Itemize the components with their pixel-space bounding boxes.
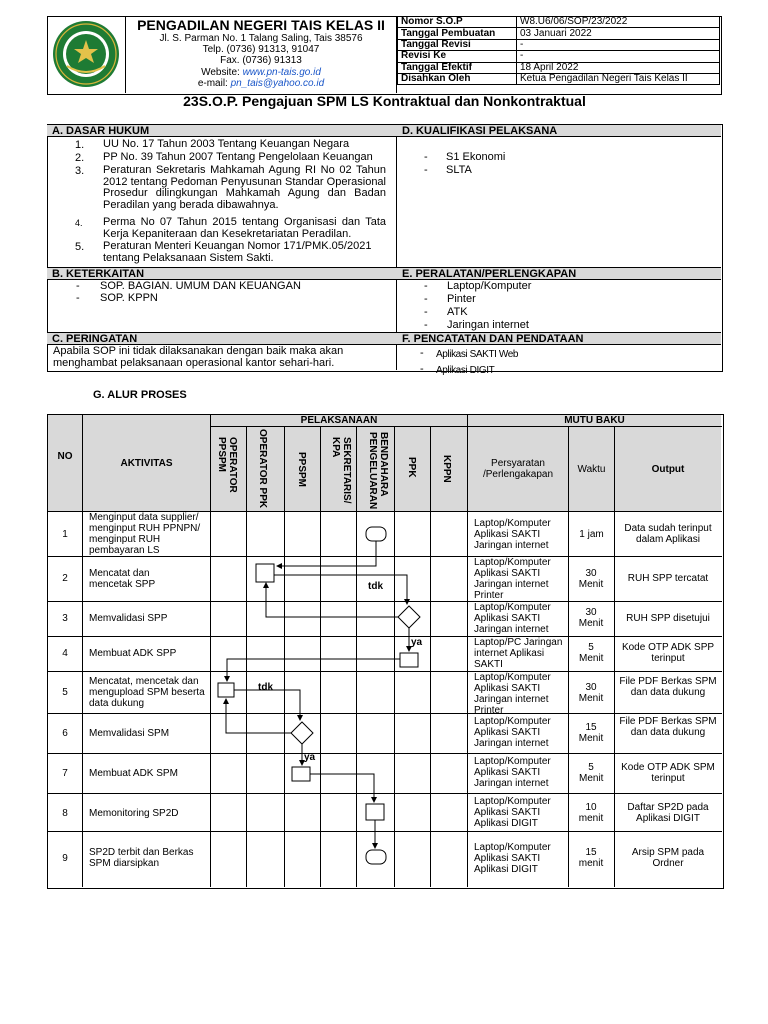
- row-activity: Mencatat, mencetak dan mengupload SPM beserta data dukung: [89, 676, 205, 709]
- actor-operator-ppk: OPERATOR PPK: [257, 429, 268, 509]
- label-yes: ya: [411, 637, 423, 648]
- process-step-4: [400, 653, 418, 667]
- website-label: Website:: [201, 66, 243, 78]
- header-no: NO: [57, 451, 73, 462]
- row-output: Arsip SPM pada Ordner: [631, 847, 705, 869]
- row-activity: Memvalidasi SPP: [89, 613, 168, 624]
- peralatan-item: Laptop/Komputer: [447, 280, 532, 292]
- header-requirements: Persyaratan /Perlengakapan: [482, 458, 554, 480]
- row-time: 30 Menit: [578, 568, 604, 590]
- actor-ppspm: PPSPM: [296, 452, 307, 488]
- process-title: G. ALUR PROSES: [93, 389, 187, 401]
- dash: -: [420, 363, 424, 375]
- meta-value: Ketua Pengadilan Negeri Tais Kelas II: [517, 73, 720, 84]
- row-requirements: Laptop/Komputer Aplikasi SAKTI Jaringan internet: [474, 716, 551, 749]
- kualifikasi-item: S1 Ekonomi: [446, 151, 506, 163]
- meta-value: 18 April 2022: [517, 62, 720, 73]
- meta-key: Tanggal Revisi: [398, 39, 517, 50]
- section-d-title: D. KUALIFIKASI PELAKSANA: [397, 124, 721, 137]
- email-link[interactable]: pn_tais@yahoo.co.id: [230, 77, 325, 89]
- decision-step-6: [291, 722, 313, 744]
- dash: -: [76, 280, 80, 292]
- row-requirements: Laptop/Komputer Aplikasi SAKTI Jaringan internet: [474, 602, 551, 635]
- peralatan-item: ATK: [447, 306, 468, 318]
- process-step-7: [292, 767, 310, 781]
- row-activity: Membuat ADK SPM: [89, 768, 178, 779]
- meta-value: -: [517, 51, 720, 62]
- row-requirements: Laptop/Komputer Aplikasi SAKTI Jaringan internet Printer: [474, 557, 551, 601]
- flow-line: [310, 774, 374, 802]
- label-no: tdk: [368, 581, 383, 592]
- kualifikasi-item: SLTA: [446, 164, 472, 176]
- actor-ppk: PPK: [406, 457, 417, 478]
- end-terminator: [366, 850, 386, 864]
- row-activity: Menginput data supplier/ menginput RUH PPNPN/ menginput RUH pembayaran LS: [89, 512, 201, 556]
- actor-sekretaris-kpa: SEKRETARIS/ KPA: [330, 437, 352, 504]
- row-time: 30 Menit: [578, 682, 604, 704]
- meta-key: Nomor S.O.P: [398, 17, 517, 28]
- row-activity: Membuat ADK SPP: [89, 648, 177, 659]
- dash: -: [424, 280, 428, 292]
- row-output: RUH SPP tercatat: [627, 573, 709, 584]
- actor-kppn: KPPN: [441, 455, 452, 483]
- court-phone: Telp. (0736) 91313, 91047: [202, 44, 320, 56]
- header-output: Output: [651, 464, 685, 475]
- row-activity: Memvalidasi SPM: [89, 728, 170, 739]
- court-fax: Fax. (0736) 91313: [220, 55, 302, 67]
- meta-key: Tanggal Pembuatan: [398, 28, 517, 39]
- row-activity: SP2D terbit dan Berkas SPM diarsipkan: [89, 847, 194, 869]
- row-number: 2: [62, 573, 68, 584]
- website-link[interactable]: www.pn-tais.go.id: [242, 66, 321, 78]
- row-number: 4: [62, 648, 68, 659]
- section-c-title: C. PERINGATAN: [47, 332, 397, 345]
- label-yes: ya: [304, 752, 316, 763]
- sop-title: 23S.O.P. Pengajuan SPM LS Kontraktual dan Nonkontraktual: [183, 93, 586, 109]
- row-output: RUH SPP disetujui: [626, 613, 710, 624]
- dasar-hukum-item: Peraturan Sekretaris Mahkamah Agung RI No 02 Tahun 2012 tentang Pedoman Penyusunan Standar Operasional Prosedur dilingkungan Mahkamah Agung dan Badan Peradilan yang berada dibawahnya.: [103, 164, 386, 211]
- dash: -: [424, 319, 428, 331]
- row-output: File PDF Berkas SPM dan data dukung: [619, 676, 717, 698]
- header-mutu-baku: MUTU BAKU: [564, 415, 625, 426]
- pencatatan-item: Aplikasi DIGIT: [436, 365, 495, 376]
- row-time: 15 menit: [578, 847, 604, 869]
- peringatan-text: Apabila SOP ini tidak dilaksanakan dengan baik maka akan menghambat pelaksanaan operasional kantor sehari-hari.: [53, 345, 344, 369]
- row-requirements: Laptop/PC Jaringan internet Aplikasi SAKTI: [474, 637, 563, 670]
- meta-key: Revisi Ke: [398, 51, 517, 62]
- section-b-title: B. KETERKAITAN: [47, 267, 397, 280]
- header-time: Waktu: [577, 464, 606, 475]
- section-a-title: A. DASAR HUKUM: [47, 124, 397, 137]
- court-name: PENGADILAN NEGERI TAIS KELAS II: [137, 17, 385, 33]
- row-requirements: Laptop/Komputer Aplikasi SAKTI Jaringan internet: [474, 756, 551, 789]
- list-number: 4.: [75, 218, 83, 228]
- flow-line: [277, 541, 376, 566]
- row-activity: Memonitoring SP2D: [89, 808, 179, 819]
- row-output: Kode OTP ADK SPM terinput: [621, 762, 715, 784]
- peralatan-item: Pinter: [447, 293, 476, 305]
- list-number: 2.: [75, 152, 85, 164]
- meta-value: 03 Januari 2022: [517, 28, 720, 39]
- row-time: 30 Menit: [578, 607, 604, 629]
- row-output: Data sudah terinput dalam Aplikasi: [624, 523, 712, 545]
- row-number: 9: [62, 853, 68, 864]
- peralatan-item: Jaringan internet: [447, 319, 529, 331]
- process-step-8: [366, 804, 384, 820]
- row-requirements: Laptop/Komputer Aplikasi SAKTI Aplikasi DIGIT: [474, 842, 551, 875]
- process-step-2: [256, 564, 274, 582]
- header-activity: AKTIVITAS: [120, 458, 173, 469]
- row-number: 6: [62, 728, 68, 739]
- row-output: File PDF Berkas SPM dan data dukung: [619, 716, 717, 738]
- dasar-hukum-item: PP No. 39 Tahun 2007 Tentang Pengelolaan Keuangan: [103, 151, 373, 163]
- list-number: 1.: [75, 139, 85, 151]
- meta-value: -: [517, 39, 720, 50]
- dash: -: [76, 292, 80, 304]
- meta-key: Tanggal Efektif: [398, 62, 517, 73]
- dash: -: [420, 347, 424, 359]
- keterkaitan-item: SOP. BAGIAN. UMUM DAN KEUANGAN: [100, 280, 301, 292]
- dash: -: [424, 151, 428, 163]
- process-step-5: [218, 683, 234, 697]
- row-output: Kode OTP ADK SPP terinput: [621, 642, 715, 664]
- list-number: 3.: [75, 165, 85, 177]
- row-time: 5 Menit: [579, 762, 604, 784]
- keterkaitan-item: SOP. KPPN: [100, 292, 158, 304]
- flow-line-no: [226, 699, 291, 733]
- email-label: e-mail:: [197, 77, 231, 89]
- section-f-title: F. PENCATATAN DAN PENDATAAN: [397, 332, 721, 345]
- start-terminator: [366, 527, 386, 541]
- dash: -: [424, 306, 428, 318]
- flow-line: [274, 575, 407, 604]
- row-number: 7: [62, 768, 68, 779]
- dash: -: [424, 164, 428, 176]
- row-number: 8: [62, 808, 68, 819]
- dash: -: [424, 293, 428, 305]
- header-pelaksanaan: PELAKSANAAN: [300, 415, 378, 426]
- row-activity: Mencatat dan mencetak SPP: [89, 568, 156, 590]
- row-number: 5: [62, 687, 68, 698]
- meta-key: Disahkan Oleh: [398, 73, 517, 84]
- list-number: 5.: [75, 241, 85, 253]
- section-e-title: E. PERALATAN/PERLENGKAPAN: [397, 267, 721, 280]
- actor-bendahara: BENDAHARA PENGELUARAN: [367, 432, 389, 510]
- dasar-hukum-item: UU No. 17 Tahun 2003 Tentang Keuangan Negara: [103, 138, 350, 150]
- row-number: 1: [62, 529, 68, 540]
- row-time: 1 jam: [579, 529, 604, 540]
- row-time: 15 Menit: [578, 722, 604, 744]
- actor-operator-ppspm: OPERATOR PPSPM: [216, 437, 238, 493]
- row-time: 10 menit: [578, 802, 604, 824]
- row-requirements: Laptop/Komputer Aplikasi SAKTI Aplikasi DIGIT: [474, 796, 551, 829]
- pencatatan-item: Aplikasi SAKTI Web: [436, 349, 519, 360]
- dasar-hukum-item: Perma No 07 Tahun 2015 tentang Organisasi dan Tata Kerja Kepaniteraan dan Kesekretariatan Peradilan.: [103, 216, 386, 240]
- flow-line: [234, 690, 300, 720]
- row-requirements: Laptop/Komputer Aplikasi SAKTI Jaringan internet: [474, 518, 551, 551]
- row-number: 3: [62, 613, 68, 624]
- court-address: Jl. S. Parman No. 1 Talang Saling, Tais 38576: [159, 33, 363, 44]
- row-time: 5 Menit: [579, 642, 604, 664]
- label-no: tdk: [258, 682, 273, 693]
- dasar-hukum-item: Peraturan Menteri Keuangan Nomor 171/PMK.05/2021 tentang Pelaksanaan Sistem Sakti.: [103, 240, 372, 264]
- meta-value: W8.U6/06/SOP/23/2022: [517, 17, 720, 28]
- flow-line: [227, 659, 400, 681]
- row-requirements: Laptop/Komputer Aplikasi SAKTI Jaringan internet Printer: [474, 672, 551, 716]
- row-output: Daftar SP2D pada Aplikasi DIGIT: [627, 802, 709, 824]
- decision-step-3: [398, 606, 420, 628]
